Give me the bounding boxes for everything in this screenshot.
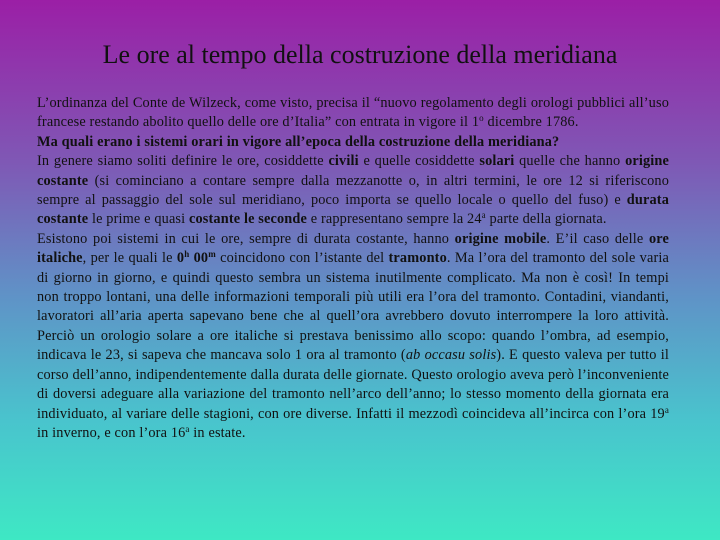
- superscript: a: [481, 210, 486, 221]
- superscript: a: [664, 404, 669, 415]
- bold-term: civili: [328, 153, 359, 170]
- paragraph-italian-hours: [37, 230, 669, 443]
- text-run: (si cominciano a contare sempre dalla mezzanotte o, in altri termini, le ore 12 si riferiscono sempre al passaggio del sole sul meridiano, poco importa se quello locale o quello del fuso) e: [37, 172, 669, 209]
- superscript: o: [479, 113, 484, 124]
- paragraph-civil-solar: [37, 152, 669, 230]
- text-run: . E’il caso delle: [546, 230, 649, 247]
- bold-term: costante le seconde: [189, 211, 307, 228]
- text-run: in estate.: [189, 424, 246, 441]
- bold-term: origine costante: [37, 153, 669, 189]
- text-run: , per le quali le: [82, 250, 177, 267]
- question-text: Ma quali erano i sistemi orari in vigore all’epoca della costruzione della meridiana?: [37, 133, 560, 150]
- bold-term: origine mobile: [454, 230, 547, 247]
- superscript-m: m: [208, 249, 216, 260]
- text-run: In genere siamo soliti definire le ore, cosiddette: [37, 153, 329, 170]
- bold-time-hours: 0: [176, 250, 185, 267]
- text-run: quelle che hanno: [514, 153, 626, 170]
- slide-body: [37, 94, 669, 443]
- text-run: . Ma l’ora del tramonto del sole varia di giorno in giorno, e quindi questo sembra un sistema inutilmente complicato. Ma non è così! In tempi non troppo lontani, una delle informazioni temporali più utili era l’ora del tramonto. Contadini, viandanti, lavoratori all’aria aperta sapevano bene che al quell’ora avrebbero dovuto interrompere la loro attività. Perciò un orologio solare a ore italiche si prestava benissimo allo scopo: quando l’ombra, ad esempio, indicava le 23, si sapeva che mancava solo 1 ora al tramonto (: [37, 250, 670, 364]
- bold-term: solari: [479, 153, 515, 170]
- paragraph-ordinance: [37, 94, 669, 133]
- slide-title: Le ore al tempo della costruzione della meridiana: [102, 40, 618, 69]
- bold-time-minutes: 00: [189, 250, 209, 267]
- bold-term: tramonto: [388, 250, 447, 267]
- text-run: le prime e quasi: [88, 211, 189, 228]
- text-run: Esistono poi sistemi in cui le ore, sempre di durata costante, hanno: [37, 230, 455, 247]
- text-run: dicembre 1786.: [483, 114, 579, 131]
- question-heading: [37, 133, 669, 152]
- text-run: in inverno, e con l’ora 16: [37, 424, 186, 441]
- text-run: L’ordinanza del Conte de Wilzeck, come visto, precisa il “nuovo regolamento degli orologi pubblici all’uso francese restando abolito quello delle ore d’Italia” con entrata in vigore il 1: [37, 95, 669, 131]
- superscript: a: [185, 423, 190, 434]
- text-run: e rappresentano sempre la 24: [307, 211, 482, 228]
- bold-superscript: [208, 249, 216, 259]
- italic-latin: ab occasu solis: [405, 347, 497, 364]
- superscript-h: h: [184, 249, 190, 260]
- text-run: parte della giornata.: [485, 211, 607, 228]
- bold-term: ore italiche: [37, 230, 670, 267]
- text-run: coincidono con l’istante del: [215, 250, 389, 267]
- text-run: e quelle cosiddette: [358, 153, 480, 170]
- text-run: ). E questo valeva per tutto il corso dell’anno, indipendentemente dalla durata delle giornate. Questo orologio aveva però l’inconveniente di doversi adeguare alla variazione del tramonto nell’arco dell’anno; lo stesso momento della giornata era individuato, al variare delle stagioni, con ore diverse. Infatti il mezzodì coincideva all’incirca con l’ora 19: [37, 347, 669, 422]
- bold-term: durata costante: [37, 192, 669, 228]
